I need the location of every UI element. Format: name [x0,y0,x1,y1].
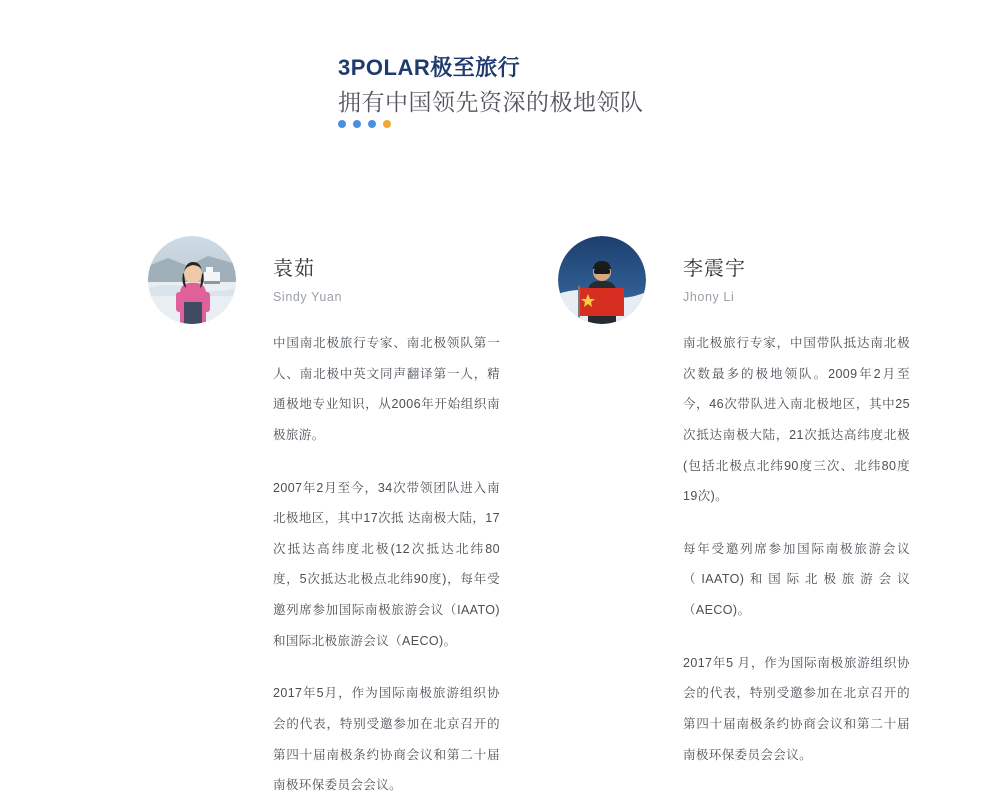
profile-paragraph: 南北极旅行专家，中国带队抵达南北极次数最多的极地领队。2009年2月至今，46次带队进入南北极地区，其中25次抵达南极大陆，21次抵达高纬度北极(包括北极点北纬90度三次、北纬80度19次)。 [683,336,910,504]
profile-paragraphs [683,328,910,770]
profile-body-jhony-li [683,232,910,770]
profile-card-jhony-li [558,232,910,801]
profile-name: 李震宇 [683,258,746,280]
dot-orange [383,120,391,128]
avatar-sindy-yuan [148,236,236,324]
profile-name-en: Jhony Li [683,290,735,304]
page-title: 3POLAR极至旅行 [338,55,521,80]
profile-paragraph: 每年受邀列席参加国际南极旅游会议（IAATO)和国际北极旅游会议（AECO)。 [683,541,910,617]
page-subtitle: 拥有中国领先资深的极地领队 [338,88,644,115]
profiles-section [0,232,1000,801]
profile-card-sindy-yuan [148,232,500,801]
page-header [338,52,938,119]
profile-name-en: Sindy Yuan [273,290,343,304]
dot-blue-2 [353,120,361,128]
dot-blue-1 [338,120,346,128]
profile-paragraph: 2017年5月，作为国际南极旅游组织协会的代表，特别受邀参加在北京召开的第四十届南极条约协商会议和第二十届南极环保委员会会议。 [273,686,500,793]
profile-paragraph: 2007年2月至今，34次带领团队进入南北极地区，其中17次抵 达南极大陆，17次抵达高纬度北极(12次抵达北纬80度，5次抵达北极点北纬90度)，每年受邀列席参加国际南极旅游会议（IAATO)和国际北极旅游会议（AECO)。 [273,480,500,648]
profile-paragraph: 中国南北极旅行专家、南北极领队第一人、南北极中英文同声翻译第一人，精通极地专业知识，从2006年开始组织南极旅游。 [273,336,500,442]
avatar-jhony-li [558,236,646,324]
dot-blue-3 [368,120,376,128]
profile-paragraphs [273,328,500,801]
profile-body-sindy-yuan [273,232,500,801]
profile-name: 袁茹 [273,258,315,280]
profile-paragraph: 2017年5 月，作为国际南极旅游组织协会的代表，特别受邀参加在北京召开的第四十届南极条约协商会议和第二十届南极环保委员会会议。 [683,655,910,762]
decorative-dots [338,120,391,128]
